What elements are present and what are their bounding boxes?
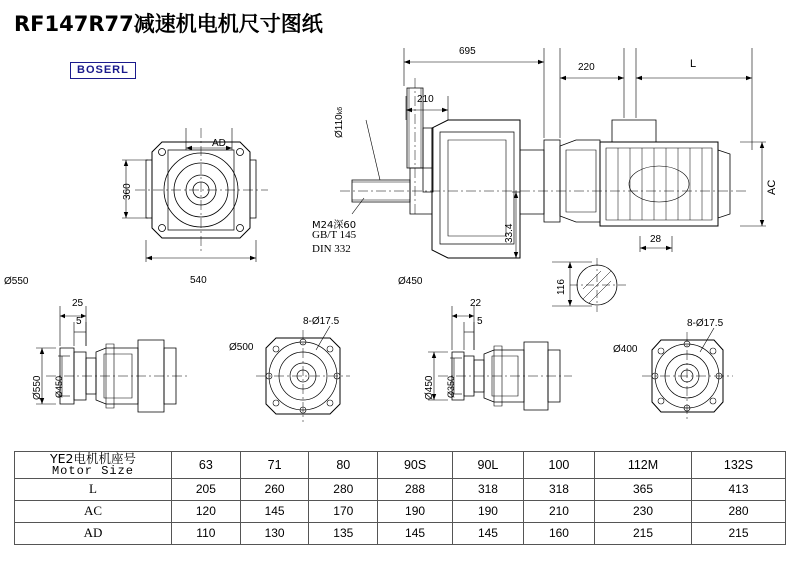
dim-dia550-left: Ø550: [4, 276, 29, 287]
brand-logo: BOSERL: [70, 62, 136, 79]
cell-AC-7: 280: [692, 500, 786, 522]
dim-28: 28: [650, 234, 662, 245]
cell-AC-0: 120: [172, 500, 241, 522]
table-header-label-en: Motor Size: [51, 464, 134, 479]
table-header-label-cn: YE2电机机座号: [50, 451, 136, 466]
table-row: [15, 478, 786, 500]
dim-5-right: 5: [477, 316, 483, 327]
cell-AC-3: 190: [378, 500, 453, 522]
cell-AD-7: 215: [692, 522, 786, 544]
cell-L-5: 318: [523, 478, 594, 500]
dim-dia110: Ø110k6: [334, 106, 345, 138]
dim-dia450-mid: Ø450: [398, 276, 423, 287]
dim-dia550-vert: Ø550: [32, 375, 43, 400]
dim-L: L: [690, 58, 697, 70]
dim-dia450-vert: Ø450: [54, 375, 64, 398]
table-col-7: 132S: [692, 452, 786, 479]
thread-note-2: GB/T 145: [312, 229, 357, 241]
cell-L-3: 288: [378, 478, 453, 500]
row-label-L: L: [15, 478, 172, 500]
table-row: [15, 522, 786, 544]
dim-AC: AC: [766, 179, 778, 195]
dim-540: 540: [190, 275, 207, 286]
dim-360: 360: [122, 183, 133, 200]
dim-dia350-vert: Ø350: [446, 375, 456, 398]
cell-AD-4: 145: [452, 522, 523, 544]
cell-AD-1: 130: [240, 522, 309, 544]
table-col-6: 112M: [594, 452, 691, 479]
dim-dia500: Ø500: [229, 342, 254, 353]
cell-L-1: 260: [240, 478, 309, 500]
dim-dia400: Ø400: [613, 344, 638, 355]
cell-AD-3: 145: [378, 522, 453, 544]
cell-L-4: 318: [452, 478, 523, 500]
cell-AD-2: 135: [309, 522, 378, 544]
thread-note-1: M24深60: [312, 220, 357, 231]
dim-AD: AD: [212, 138, 226, 149]
cell-AD-6: 215: [594, 522, 691, 544]
table-header-label: [15, 452, 172, 479]
dim-dia450-vert2: Ø450: [424, 375, 435, 400]
dim-33-4: 33.4: [504, 223, 515, 243]
cell-L-6: 365: [594, 478, 691, 500]
page-title: RF147R77减速机电机尺寸图纸: [14, 12, 323, 36]
cell-L-0: 205: [172, 478, 241, 500]
note-holes-left: 8-Ø17.5: [303, 316, 340, 327]
cell-AC-5: 210: [523, 500, 594, 522]
table-col-2: 80: [309, 452, 378, 479]
cell-AC-4: 190: [452, 500, 523, 522]
row-label-AD: AD: [15, 522, 172, 544]
table-row-header: [15, 452, 786, 479]
thread-note-3: DIN 332: [312, 243, 351, 255]
motor-size-table: [14, 451, 786, 545]
note-holes-right: 8-Ø17.5: [687, 318, 724, 329]
cell-AC-6: 230: [594, 500, 691, 522]
cell-AD-5: 160: [523, 522, 594, 544]
table-col-3: 90S: [378, 452, 453, 479]
table-row: [15, 500, 786, 522]
dim-116: 116: [556, 279, 567, 295]
dim-22: 22: [470, 298, 482, 309]
dim-25: 25: [72, 298, 84, 309]
dim-5-left: 5: [76, 316, 82, 327]
table-col-4: 90L: [452, 452, 523, 479]
row-label-AC: AC: [15, 500, 172, 522]
cell-L-2: 280: [309, 478, 378, 500]
cell-AC-2: 170: [309, 500, 378, 522]
cell-AD-0: 110: [172, 522, 241, 544]
cell-AC-1: 145: [240, 500, 309, 522]
dim-220: 220: [578, 62, 595, 73]
dim-210: 210: [417, 94, 434, 105]
table-col-5: 100: [523, 452, 594, 479]
dim-695: 695: [459, 46, 476, 57]
table-col-0: 63: [172, 452, 241, 479]
table-col-1: 71: [240, 452, 309, 479]
cell-L-7: 413: [692, 478, 786, 500]
